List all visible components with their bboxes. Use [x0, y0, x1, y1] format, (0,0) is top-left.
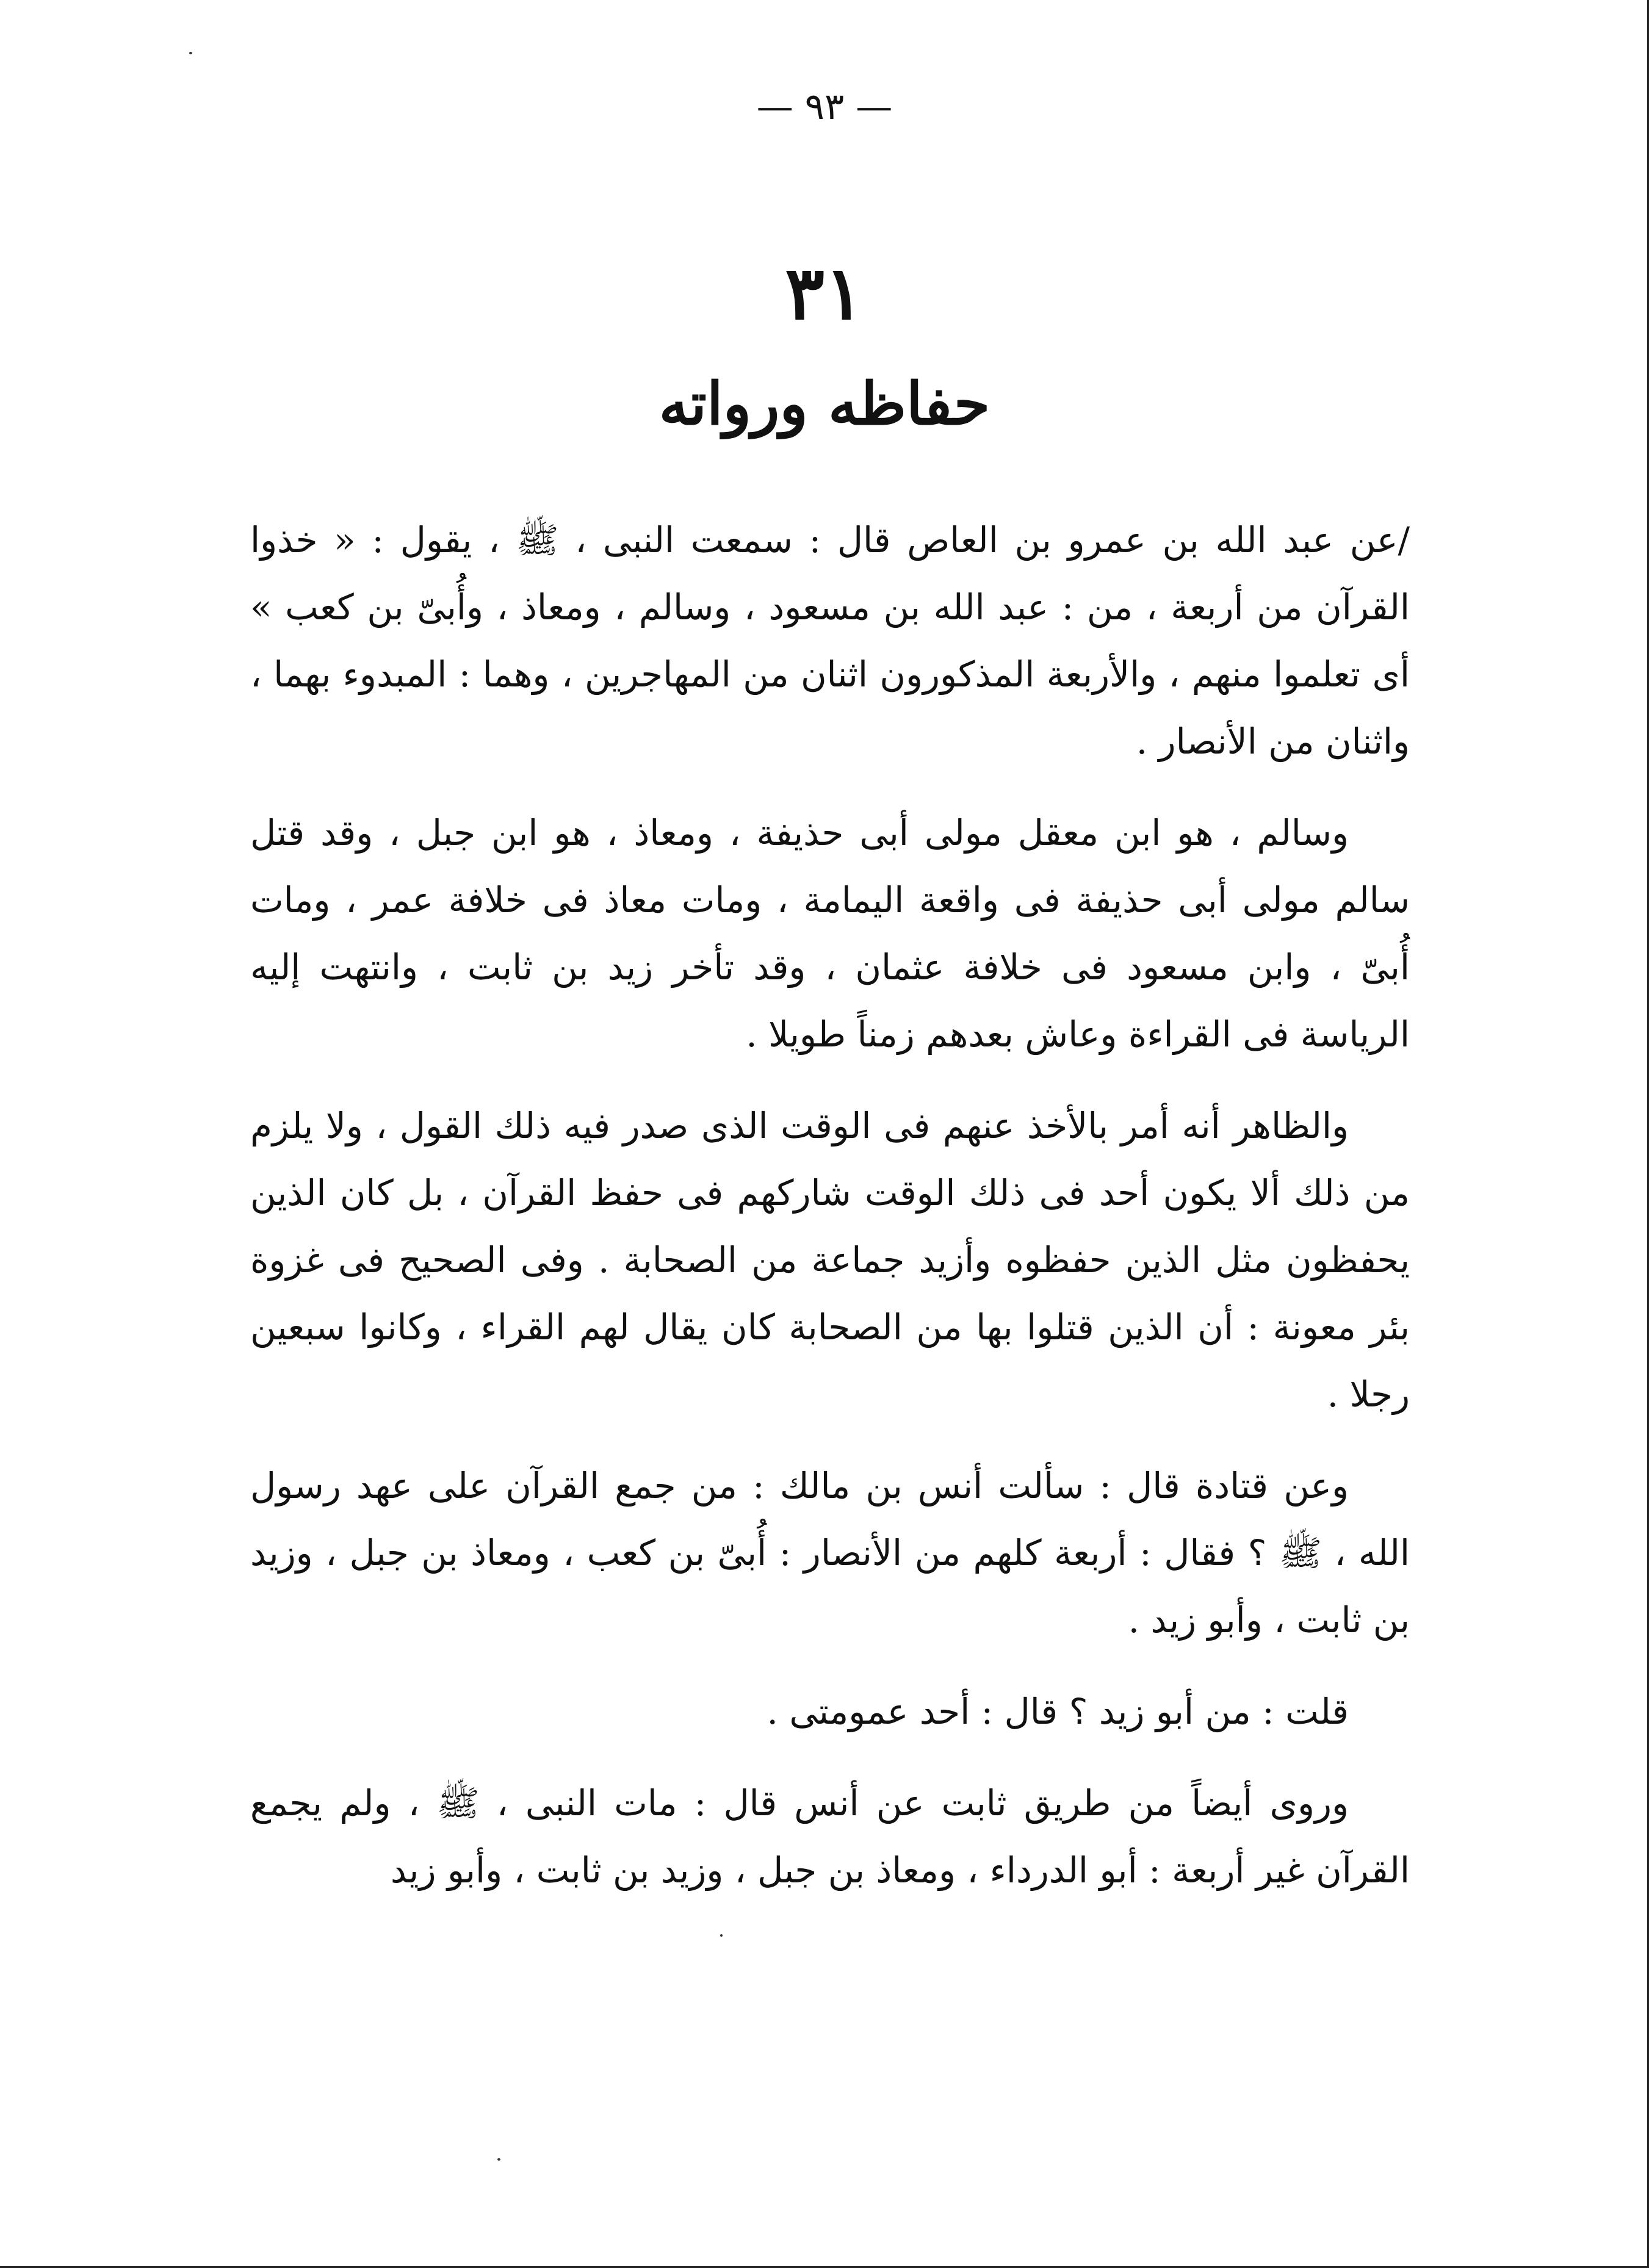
- body-text: [250, 506, 1410, 1928]
- scan-speck: [497, 2158, 500, 2161]
- chapter-number: ٣١: [785, 250, 864, 336]
- paragraph-6: وروى أيضاً من طريق ثابت عن أنس قال : مات النبى ، ﷺ ، ولم يجمع القرآن غير أربعة : أبو الدرداء ، ومعاذ بن جبل ، وزيد بن ثابت ، وأبو زيد: [250, 1782, 1410, 1891]
- scan-speck: [189, 52, 192, 54]
- paragraph-3: والظاهر أنه أمر بالأخذ عنهم فى الوقت الذى صدر فيه ذلك القول ، ولا يلزم من ذلك ألا يكون أحد فى ذلك الوقت شاركهم فى حفظ القرآن ، بل كان الذين يحفظون مثل الذين حفظوه وأزيد جماعة من الصحابة . وفى الصحيح فى غزوة بئر معونة : أن الذين قتلوا بها من الصحابة كان يقال لهم القراء ، وكانوا سبعين رجلا .: [250, 1105, 1410, 1415]
- paragraph-2: وسالم ، هو ابن معقل مولى أبى حذيفة ، ومعاذ ، هو ابن جبل ، وقد قتل سالم مولى أبى حذيفة فى واقعة اليمامة ، ومات معاذ فى خلافة عمر ، ومات أُبىّ ، وابن مسعود فى خلافة عثمان ، وقد تأخر زيد بن ثابت ، وانتهت إليه الرياسة فى القراءة وعاش بعدهم زمناً طويلا .: [250, 812, 1410, 1055]
- paragraph-1: /عن عبد الله بن عمرو بن العاص قال : سمعت النبى ، ﷺ ، يقول : « خذوا القرآن من أربعة ، من : عبد الله بن مسعود ، وسالم ، ومعاذ ، وأُبىّ بن كعب » أى تعلموا منهم ، والأربعة المذكورون اثنان من المهاجرين ، وهما : المبدوء بهما ، واثنان من الأنصار .: [250, 519, 1410, 762]
- page-number: — ٩٣ —: [756, 85, 893, 128]
- paragraph-4: وعن قتادة قال : سألت أنس بن مالك : من جمع القرآن على عهد رسول الله ، ﷺ ؟ فقال : أربعة كلهم من الأنصار : أُبىّ بن كعب ، ومعاذ بن جبل ، وزيد بن ثابت ، وأبو زيد .: [250, 1465, 1410, 1641]
- chapter-title: حفاظه ورواته: [659, 369, 990, 438]
- scan-speck: [720, 1934, 723, 1937]
- paragraph-5: قلت : من أبو زيد ؟ قال : أحد عمومتى .: [767, 1691, 1349, 1732]
